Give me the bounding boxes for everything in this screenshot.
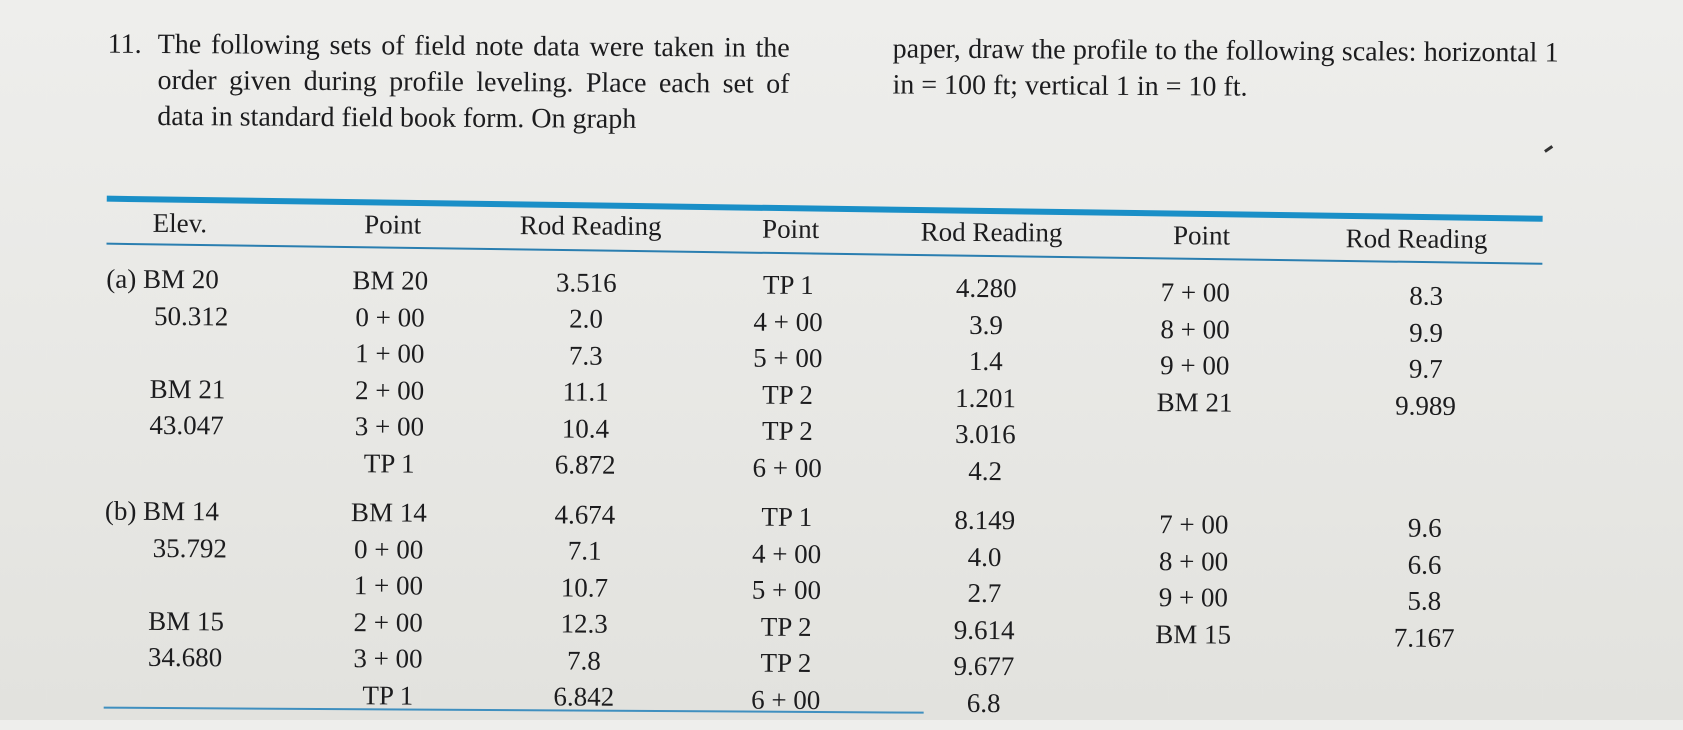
cell-a-point2-0: TP 1 <box>762 269 814 300</box>
header-rod-reading-3: Rod Reading <box>1345 223 1488 255</box>
cell-b-point3-2: 9 + 00 <box>1158 582 1229 613</box>
cell-a-rod3-0: 8.3 <box>1409 280 1444 311</box>
cell-a-elev-3: BM 21 <box>149 373 226 404</box>
cell-a-rod2-1: 3.9 <box>969 309 1004 340</box>
cell-a-rod1-5: 6.872 <box>554 449 616 481</box>
header-rod-reading-2: Rod Reading <box>920 216 1063 248</box>
problem-text-right: paper, draw the profile to the following scales: horizontal 1 in = 100 ft; vertical 1 in = 10 ft. <box>892 33 1559 103</box>
cell-b-point3-1: 8 + 00 <box>1158 545 1229 577</box>
cell-b-point2-3: TP 2 <box>760 611 812 642</box>
cell-b-rod3-3: 7.167 <box>1393 622 1455 653</box>
cell-b-rod2-5: 6.8 <box>966 687 1001 718</box>
cell-a-point3-3: BM 21 <box>1156 386 1233 418</box>
cell-b-rod2-4: 9.677 <box>953 650 1015 682</box>
cell-b-point1-4: 3 + 00 <box>353 643 423 674</box>
cell-b-elev-3: BM 15 <box>148 605 225 636</box>
cell-a-rod1-4: 10.4 <box>561 413 610 444</box>
cell-b-rod3-0: 9.6 <box>1407 512 1442 543</box>
header-elev: Elev. <box>152 207 208 239</box>
cell-a-point3-2: 9 + 00 <box>1160 350 1230 381</box>
cell-a-point3-0: 7 + 00 <box>1160 277 1230 308</box>
cell-a-point1-2: 1 + 00 <box>355 338 425 369</box>
cell-b-point2-0: TP 1 <box>761 501 813 532</box>
cell-b-point2-5: 6 + 00 <box>751 684 821 715</box>
cell-b-rod1-0: 4.674 <box>554 499 616 530</box>
cell-b-elev-0: (b) BM 14 <box>104 495 219 527</box>
header-point-1: Point <box>364 209 422 240</box>
cell-b-rod2-3: 9.614 <box>953 614 1015 645</box>
cell-a-rod2-4: 3.016 <box>954 418 1016 450</box>
cell-a-rod1-3: 11.1 <box>562 376 609 408</box>
cell-a-elev-0: (a) BM 20 <box>106 263 219 295</box>
cell-a-point2-1: 4 + 00 <box>753 306 823 337</box>
cell-a-point1-1: 0 + 00 <box>355 301 425 333</box>
cell-b-point3-3: BM 15 <box>1155 618 1232 650</box>
cell-b-rod2-2: 2.7 <box>967 577 1002 609</box>
cell-a-rod2-3: 1.201 <box>955 382 1017 413</box>
pen-mark <box>1544 145 1553 153</box>
cell-b-point2-2: 5 + 00 <box>751 574 822 606</box>
cell-a-point3-1: 8 + 00 <box>1160 313 1230 345</box>
cell-a-rod3-3: 9.989 <box>1395 390 1457 421</box>
cell-a-rod2-5: 4.2 <box>968 455 1003 486</box>
table-header-rule <box>106 243 1542 265</box>
cell-b-rod1-5: 6.842 <box>553 681 615 713</box>
cell-b-elev-4: 34.680 <box>147 641 223 673</box>
header-point-3: Point <box>1172 220 1231 251</box>
cell-b-point1-1: 0 + 00 <box>353 533 424 565</box>
cell-a-point1-0: BM 20 <box>352 265 429 296</box>
cell-a-point2-5: 6 + 00 <box>752 452 822 483</box>
cell-a-point1-3: 2 + 00 <box>354 374 425 406</box>
cell-a-rod2-0: 4.280 <box>955 272 1017 304</box>
header-rod-reading-1: Rod Reading <box>519 210 662 242</box>
cell-b-elev-1: 35.792 <box>152 532 227 563</box>
cell-a-rod3-1: 9.9 <box>1409 317 1443 348</box>
cell-a-point2-4: TP 2 <box>761 415 813 446</box>
cell-b-rod3-2: 5.8 <box>1407 585 1442 616</box>
cell-b-rod2-0: 8.149 <box>954 504 1016 536</box>
problem-text-left: The following sets of field note data were taken in the order given during profile leveling. Place each set of data in standard field book form. On graph <box>157 28 790 135</box>
cell-a-elev-4: 43.047 <box>149 409 224 441</box>
cell-b-point1-0: BM 14 <box>350 497 427 528</box>
cell-a-rod1-2: 7.3 <box>568 340 603 371</box>
cell-b-point2-4: TP 2 <box>760 647 812 678</box>
cell-b-rod2-1: 4.0 <box>967 541 1002 572</box>
cell-b-point1-5: TP 1 <box>362 679 414 711</box>
cell-a-rod2-2: 1.4 <box>968 345 1003 377</box>
cell-b-rod1-4: 7.8 <box>567 645 601 676</box>
cell-a-point2-2: 5 + 00 <box>753 342 823 374</box>
cell-b-point1-2: 1 + 00 <box>353 570 424 601</box>
table-top-rule <box>107 196 1543 222</box>
cell-b-rod1-1: 7.1 <box>567 535 602 566</box>
cell-a-rod1-1: 2.0 <box>569 303 604 334</box>
cell-b-point1-3: 2 + 00 <box>353 606 423 638</box>
cell-b-point3-0: 7 + 00 <box>1159 509 1229 540</box>
cell-b-rod1-3: 12.3 <box>560 608 608 640</box>
cell-b-point2-1: 4 + 00 <box>751 538 822 569</box>
cell-a-point1-4: 3 + 00 <box>354 411 425 442</box>
cell-a-point1-5: TP 1 <box>363 447 415 479</box>
cell-b-rod3-1: 6.6 <box>1407 549 1442 580</box>
header-point-2: Point <box>762 213 820 245</box>
cell-a-elev-1: 50.312 <box>153 300 229 331</box>
cell-b-rod1-2: 10.7 <box>560 572 609 603</box>
problem-number: 11. <box>107 28 142 60</box>
cell-a-point2-3: TP 2 <box>762 379 814 410</box>
cell-a-rod1-0: 3.516 <box>555 267 617 298</box>
cell-a-rod3-2: 9.7 <box>1408 353 1443 384</box>
